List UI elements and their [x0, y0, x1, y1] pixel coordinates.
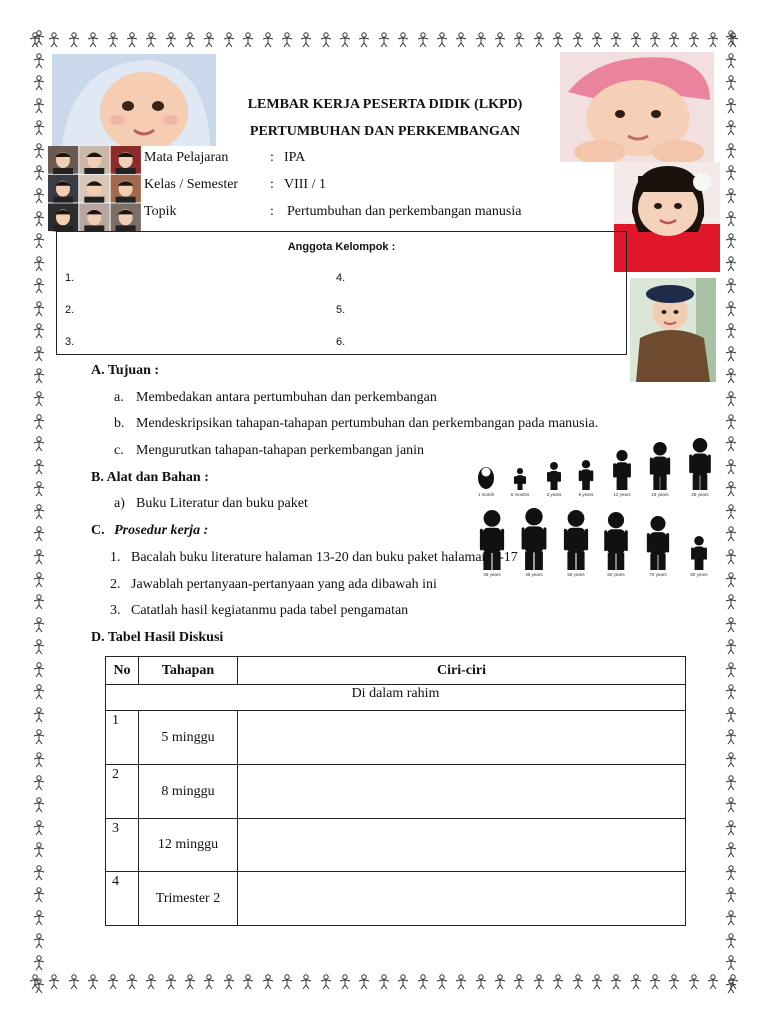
- person-outline-icon: [32, 617, 46, 633]
- group-members-box: [56, 231, 627, 355]
- person-outline-icon: [724, 256, 738, 272]
- person-outline-icon: [106, 974, 120, 990]
- person-outline-icon: [32, 910, 46, 926]
- portrait-collage: [48, 146, 142, 232]
- person-outline-icon: [377, 974, 391, 990]
- person-outline-icon: [724, 165, 738, 181]
- person-outline-icon: [32, 278, 46, 294]
- person-outline-icon: [724, 887, 738, 903]
- person-outline-icon: [32, 797, 46, 813]
- info-value: IPA: [284, 150, 306, 165]
- item-text: Jawablah pertanyaan-pertanyaan yang ada dibawah ini: [131, 577, 437, 592]
- person-outline-icon: [724, 933, 738, 949]
- person-outline-icon: [706, 32, 720, 48]
- person-outline-icon: [67, 974, 81, 990]
- person-outline-icon: [551, 974, 565, 990]
- row-ciri-cell[interactable]: [238, 711, 686, 765]
- person-outline-icon: [724, 526, 738, 542]
- person-outline-icon: [629, 974, 643, 990]
- person-outline-icon: [32, 662, 46, 678]
- person-outline-icon: [125, 32, 139, 48]
- table-group-row: [106, 685, 686, 711]
- column-header-tahapan: Tahapan: [139, 657, 238, 685]
- info-value: VIII / 1: [284, 177, 326, 192]
- prosedur-item: [110, 550, 518, 566]
- person-outline-icon: [724, 278, 738, 294]
- person-outline-icon: [32, 572, 46, 588]
- prosedur-item: [110, 603, 409, 619]
- person-outline-icon: [724, 910, 738, 926]
- person-outline-icon: [32, 165, 46, 181]
- person-outline-icon: [202, 974, 216, 990]
- growth-age-label: 80 years: [690, 572, 708, 577]
- person-outline-icon: [609, 974, 623, 990]
- row-ciri-cell[interactable]: [238, 765, 686, 819]
- growth-figure: [613, 450, 631, 490]
- person-outline-icon: [32, 820, 46, 836]
- person-outline-icon: [338, 974, 352, 990]
- growth-figure: [522, 508, 547, 570]
- person-outline-icon: [32, 978, 46, 994]
- info-separator: :: [270, 150, 274, 165]
- growth-figure: [604, 512, 628, 570]
- person-outline-icon: [32, 414, 46, 430]
- person-outline-icon: [164, 32, 178, 48]
- portrait-thumbnail: [79, 175, 109, 203]
- person-outline-icon: [724, 707, 738, 723]
- portrait-thumbnail: [48, 146, 78, 174]
- member-number: 3.: [65, 336, 75, 348]
- person-outline-icon: [724, 729, 738, 745]
- person-outline-icon: [261, 32, 275, 48]
- decorative-border-top: [28, 32, 740, 50]
- person-outline-icon: [32, 211, 46, 227]
- person-outline-icon: [32, 549, 46, 565]
- growth-figure: [689, 438, 711, 490]
- person-outline-icon: [222, 974, 236, 990]
- person-outline-icon: [32, 775, 46, 791]
- member-number: 5.: [336, 304, 346, 316]
- item-text: Buku Literatur dan buku paket: [136, 496, 308, 511]
- section-alat-heading: B. Alat dan Bahan :: [91, 470, 209, 485]
- person-outline-icon: [32, 865, 46, 881]
- portrait-thumbnail: [79, 146, 109, 174]
- person-outline-icon: [67, 32, 81, 48]
- growth-age-label: 55 years: [567, 572, 585, 577]
- member-number: 4.: [336, 272, 346, 284]
- person-outline-icon: [416, 32, 430, 48]
- person-outline-icon: [32, 887, 46, 903]
- person-outline-icon: [357, 974, 371, 990]
- growth-age-label: 1 month: [477, 492, 495, 497]
- person-outline-icon: [32, 729, 46, 745]
- person-outline-icon: [590, 32, 604, 48]
- person-outline-icon: [724, 301, 738, 317]
- person-outline-icon: [724, 752, 738, 768]
- person-outline-icon: [724, 617, 738, 633]
- person-outline-icon: [32, 301, 46, 317]
- person-outline-icon: [86, 974, 100, 990]
- section-tujuan-heading: A. Tujuan :: [91, 363, 160, 378]
- table-header-row: [106, 657, 686, 685]
- person-outline-icon: [32, 323, 46, 339]
- growth-figure: [478, 467, 494, 489]
- person-outline-icon: [724, 120, 738, 136]
- person-outline-icon: [32, 594, 46, 610]
- group-members-title: Anggota Kelompok :: [287, 241, 396, 253]
- item-text: Mendeskripsikan tahapan-tahapan pertumbuhan dan perkembangan pada manusia.: [136, 416, 599, 431]
- person-outline-icon: [125, 974, 139, 990]
- growth-age-label: 35 years: [483, 572, 501, 577]
- growth-figure: [650, 442, 670, 490]
- decorative-border-bottom: [28, 974, 740, 992]
- row-number: 1: [106, 711, 139, 765]
- info-value: Pertumbuhan dan perkembangan manusia: [287, 204, 522, 219]
- info-separator: :: [270, 177, 274, 192]
- row-stage: 8 minggu: [139, 765, 238, 819]
- growth-figure: [647, 516, 669, 570]
- person-outline-icon: [724, 978, 738, 994]
- person-outline-icon: [319, 32, 333, 48]
- table-row: [106, 765, 686, 819]
- growth-figure: [579, 460, 594, 490]
- heading-text: Prosedur kerja :: [114, 523, 209, 538]
- person-outline-icon: [106, 32, 120, 48]
- person-outline-icon: [454, 32, 468, 48]
- person-outline-icon: [648, 32, 662, 48]
- row-number: 4: [106, 872, 139, 926]
- person-outline-icon: [724, 98, 738, 114]
- person-outline-icon: [724, 143, 738, 159]
- column-header-no: No: [106, 657, 139, 685]
- decorative-border-left: [30, 30, 48, 994]
- row-stage: Trimester 2: [139, 872, 238, 926]
- person-outline-icon: [724, 211, 738, 227]
- member-number: 1.: [65, 272, 75, 284]
- person-outline-icon: [32, 53, 46, 69]
- row-number: 2: [106, 765, 139, 819]
- person-outline-icon: [724, 865, 738, 881]
- person-outline-icon: [724, 842, 738, 858]
- title-line-1: LEMBAR KERJA PESERTA DIDIK (LKPD): [247, 97, 523, 112]
- row-ciri-cell[interactable]: [238, 872, 686, 926]
- growth-age-label: 70 years: [649, 572, 667, 577]
- person-outline-icon: [454, 974, 468, 990]
- info-separator: :: [270, 204, 274, 219]
- person-outline-icon: [724, 323, 738, 339]
- person-outline-icon: [724, 572, 738, 588]
- person-outline-icon: [32, 842, 46, 858]
- person-outline-icon: [724, 504, 738, 520]
- person-outline-icon: [241, 32, 255, 48]
- person-outline-icon: [32, 256, 46, 272]
- growth-age-label: 60 years: [607, 572, 625, 577]
- row-stage: 5 minggu: [139, 711, 238, 765]
- person-outline-icon: [512, 974, 526, 990]
- column-header-ciri: Ciri-ciri: [238, 657, 686, 685]
- portrait-thumbnail: [48, 175, 78, 203]
- portrait-thumbnail: [111, 175, 141, 203]
- item-marker: a.: [114, 390, 124, 405]
- decorative-border-right: [722, 30, 740, 994]
- person-outline-icon: [299, 974, 313, 990]
- person-outline-icon: [280, 32, 294, 48]
- item-marker: b.: [114, 416, 125, 431]
- row-stage: 12 minggu: [139, 819, 238, 872]
- person-outline-icon: [144, 32, 158, 48]
- person-outline-icon: [32, 639, 46, 655]
- person-outline-icon: [724, 346, 738, 362]
- person-outline-icon: [32, 143, 46, 159]
- person-outline-icon: [474, 974, 488, 990]
- person-outline-icon: [648, 974, 662, 990]
- person-outline-icon: [724, 797, 738, 813]
- growth-figure: [547, 462, 561, 490]
- section-tabel-heading: D. Tabel Hasil Diskusi: [91, 630, 224, 645]
- person-outline-icon: [32, 436, 46, 452]
- person-outline-icon: [706, 974, 720, 990]
- portrait-thumbnail: [111, 203, 141, 231]
- tujuan-item: [114, 443, 425, 459]
- member-number: 2.: [65, 304, 75, 316]
- person-outline-icon: [571, 32, 585, 48]
- person-outline-icon: [724, 820, 738, 836]
- person-outline-icon: [724, 75, 738, 91]
- person-outline-icon: [396, 974, 410, 990]
- member-number: 6.: [336, 336, 346, 348]
- person-outline-icon: [32, 707, 46, 723]
- section-prosedur-heading: [91, 523, 208, 539]
- person-outline-icon: [493, 974, 507, 990]
- person-outline-icon: [319, 974, 333, 990]
- person-outline-icon: [512, 32, 526, 48]
- person-outline-icon: [532, 32, 546, 48]
- growth-age-label: 45 years: [525, 572, 543, 577]
- group-label: Di dalam rahim: [106, 685, 686, 711]
- info-label: Kelas / Semester: [144, 177, 239, 192]
- person-outline-icon: [164, 974, 178, 990]
- person-outline-icon: [32, 459, 46, 475]
- portrait-thumbnail: [111, 146, 141, 174]
- item-text: Membedakan antara pertumbuhan dan perkembangan: [136, 390, 437, 405]
- person-outline-icon: [724, 684, 738, 700]
- person-outline-icon: [32, 188, 46, 204]
- row-ciri-cell[interactable]: [238, 819, 686, 872]
- person-outline-icon: [493, 32, 507, 48]
- person-outline-icon: [47, 32, 61, 48]
- person-outline-icon: [724, 549, 738, 565]
- person-outline-icon: [724, 436, 738, 452]
- person-outline-icon: [724, 233, 738, 249]
- person-outline-icon: [32, 30, 46, 46]
- growth-age-label: 3 years: [546, 492, 562, 497]
- person-outline-icon: [435, 32, 449, 48]
- person-outline-icon: [32, 684, 46, 700]
- person-outline-icon: [571, 974, 585, 990]
- portrait-thumbnail: [48, 203, 78, 231]
- person-outline-icon: [32, 504, 46, 520]
- table-row: [106, 819, 686, 872]
- person-outline-icon: [32, 752, 46, 768]
- row-number: 3: [106, 819, 139, 872]
- person-outline-icon: [532, 974, 546, 990]
- person-outline-icon: [32, 75, 46, 91]
- title-line-2: PERTUMBUHAN DAN PERKEMBANGAN: [249, 124, 521, 139]
- person-outline-icon: [32, 391, 46, 407]
- person-outline-icon: [724, 188, 738, 204]
- person-outline-icon: [32, 955, 46, 971]
- portrait-thumbnail: [79, 203, 109, 231]
- growth-age-label: 6 months: [510, 492, 530, 497]
- person-outline-icon: [32, 120, 46, 136]
- person-outline-icon: [377, 32, 391, 48]
- person-outline-icon: [667, 974, 681, 990]
- person-outline-icon: [724, 30, 738, 46]
- person-outline-icon: [474, 32, 488, 48]
- growth-age-label: 12 years: [613, 492, 631, 497]
- person-outline-icon: [338, 32, 352, 48]
- item-marker: 2.: [110, 577, 121, 592]
- person-outline-icon: [32, 526, 46, 542]
- boy-photo: [630, 278, 716, 382]
- person-outline-icon: [724, 481, 738, 497]
- person-outline-icon: [396, 32, 410, 48]
- item-marker: c.: [114, 443, 124, 458]
- person-outline-icon: [32, 346, 46, 362]
- item-marker: a): [114, 496, 125, 511]
- person-outline-icon: [687, 32, 701, 48]
- item-marker: 1.: [110, 550, 121, 565]
- info-label: Mata Pelajaran: [144, 150, 229, 165]
- person-outline-icon: [687, 974, 701, 990]
- prosedur-item: [110, 577, 437, 593]
- person-outline-icon: [144, 974, 158, 990]
- person-outline-icon: [32, 933, 46, 949]
- person-outline-icon: [299, 32, 313, 48]
- item-marker: 3.: [110, 603, 121, 618]
- person-outline-icon: [32, 481, 46, 497]
- growth-figure: [514, 468, 526, 490]
- person-outline-icon: [222, 32, 236, 48]
- table-row: [106, 711, 686, 765]
- growth-figure: [564, 510, 588, 570]
- person-outline-icon: [241, 974, 255, 990]
- person-outline-icon: [667, 32, 681, 48]
- person-outline-icon: [435, 974, 449, 990]
- person-outline-icon: [724, 662, 738, 678]
- tujuan-item: [114, 416, 599, 432]
- person-outline-icon: [551, 32, 565, 48]
- person-outline-icon: [202, 32, 216, 48]
- person-outline-icon: [724, 414, 738, 430]
- growth-age-label: 18 years: [651, 492, 669, 497]
- person-outline-icon: [47, 974, 61, 990]
- person-outline-icon: [724, 639, 738, 655]
- person-outline-icon: [590, 974, 604, 990]
- alat-item: [114, 496, 308, 512]
- person-outline-icon: [724, 594, 738, 610]
- person-outline-icon: [629, 32, 643, 48]
- person-outline-icon: [280, 974, 294, 990]
- info-label: Topik: [144, 204, 177, 219]
- person-outline-icon: [357, 32, 371, 48]
- person-outline-icon: [724, 53, 738, 69]
- item-text: Catatlah hasil kegiatanmu pada tabel pengamatan: [131, 603, 409, 618]
- growth-figure: [691, 536, 707, 570]
- heading-letter: C.: [91, 523, 105, 538]
- person-outline-icon: [724, 459, 738, 475]
- person-outline-icon: [724, 955, 738, 971]
- person-outline-icon: [261, 974, 275, 990]
- item-text: Mengurutkan tahapan-tahapan perkembangan janin: [136, 443, 425, 458]
- person-outline-icon: [183, 32, 197, 48]
- person-outline-icon: [609, 32, 623, 48]
- girl-photo: [614, 162, 720, 272]
- table-row: [106, 872, 686, 926]
- person-outline-icon: [724, 368, 738, 384]
- person-outline-icon: [32, 98, 46, 114]
- person-outline-icon: [724, 391, 738, 407]
- person-outline-icon: [724, 775, 738, 791]
- person-outline-icon: [32, 368, 46, 384]
- person-outline-icon: [86, 32, 100, 48]
- tujuan-item: [114, 390, 437, 406]
- growth-age-label: 6 years: [578, 492, 594, 497]
- item-text: Bacalah buku literature halaman 13-20 dan buku paket halaman 8-17: [131, 550, 518, 565]
- person-outline-icon: [183, 974, 197, 990]
- person-outline-icon: [32, 233, 46, 249]
- discussion-results-table: [105, 656, 686, 926]
- growth-age-label: 25 years: [691, 492, 709, 497]
- person-outline-icon: [416, 974, 430, 990]
